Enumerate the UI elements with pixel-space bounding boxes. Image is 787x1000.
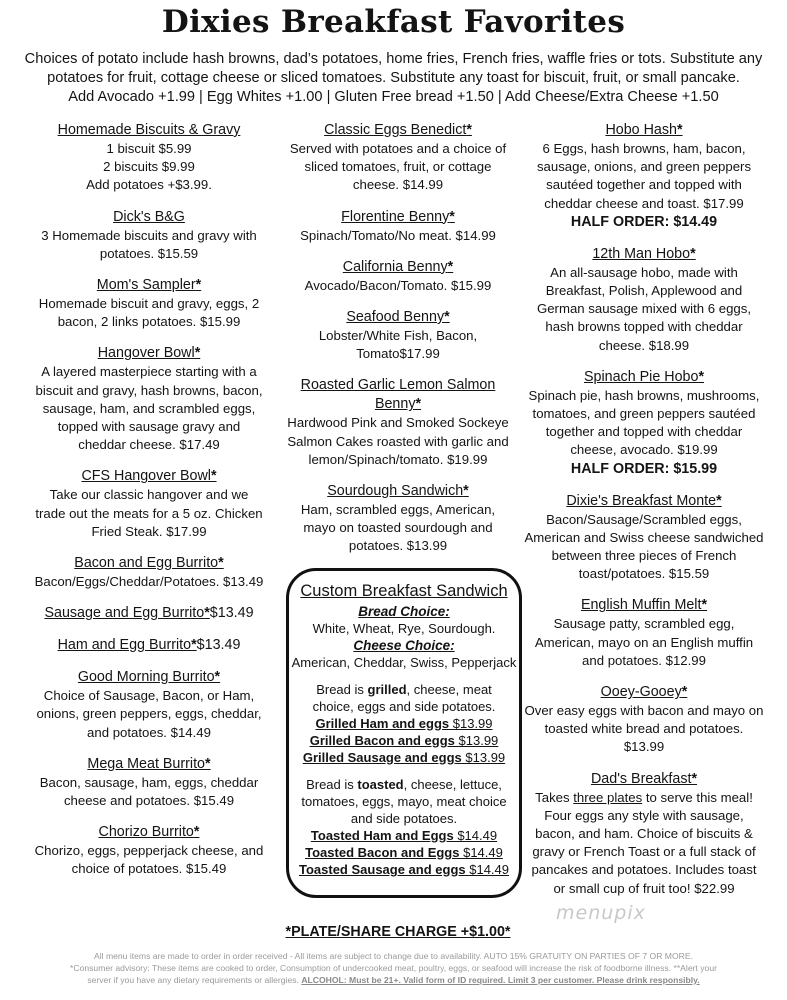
item-description: Chorizo, eggs, pepperjack cheese, and choice of potatoes. $15.49	[34, 843, 264, 877]
item-description: Choice of Sausage, Bacon, or Ham, onions, green peppers, eggs, cheddar, and potatoes. $14.49	[36, 688, 262, 740]
watermark: menupix	[556, 902, 646, 924]
menu-item-ham-egg-burrito	[34, 636, 264, 655]
item-description: Bacon, sausage, ham, eggs, cheddar cheese and potatoes. $15.49	[39, 774, 259, 809]
toasted-option: Toasted Bacon and Eggs $14.49	[305, 845, 503, 860]
item-description: Spinach pie, hash browns, mushrooms, tomatoes, and green peppers sautéed together and topped with cheddar cheese, avocado. $19.99	[528, 387, 760, 458]
menu-item-classic-eggs-benedict	[284, 121, 512, 195]
grilled-option: Grilled Ham and eggs $13.99	[315, 716, 493, 731]
menu-column-left	[34, 121, 264, 892]
item-description: Hardwood Pink and Smoked Sockeye Salmon Cakes roasted with garlic and lemon/Spinach/tomato. $19.99	[287, 415, 509, 467]
item-name: CFS Hangover Bowl*	[81, 468, 217, 485]
item-price: $13.49	[196, 637, 241, 654]
intro-line: Choices of potato include hash browns, dad’s potatoes, home fries, French fries, waffle fries or tots. Substitute any	[24, 51, 763, 67]
item-name: Roasted Garlic Lemon Salmon Benny*	[300, 377, 496, 413]
item-description: Over easy eggs with bacon and mayo on toasted white bread and potatoes. $13.99	[524, 703, 764, 755]
share-charge: *PLATE/SHARE CHARGE +$1.00*	[285, 924, 511, 940]
item-name: Seafood Benny*	[346, 309, 450, 326]
item-description: Served with potatoes and a choice of sliced tomatoes, fruit, or cottage cheese. $14.99	[289, 141, 507, 193]
item-description: An all-sausage hobo, made with Breakfast, Polish, Applewood and German sausage mixed with 6 eggs, hash browns topped with cheddar cheese. $18.99	[536, 264, 752, 353]
item-description: Avocado/Bacon/Tomato. $15.99	[304, 277, 492, 293]
item-name: Dad's Breakfast*	[590, 770, 698, 787]
item-price: $13.49	[209, 605, 254, 622]
alcohol-notice: ALCOHOL: Must be 21+. Valid form of ID required. Limit 3 per customer. Please drink responsibly.	[301, 975, 700, 985]
item-description: Spinach/Tomato/No meat. $14.99	[300, 227, 496, 243]
menu-item-biscuits-gravy	[34, 121, 264, 195]
item-name: Hobo Hash*	[605, 122, 683, 138]
menu-item-moms-sampler	[34, 276, 264, 331]
intro-text	[20, 50, 767, 107]
menu-item-spinach-pie-hobo	[524, 368, 764, 479]
item-name: Chorizo Burrito*	[98, 824, 200, 841]
custom-sandwich-box	[286, 568, 522, 898]
menu-item-sausage-egg-burrito	[34, 604, 264, 623]
menu-item-dads-breakfast	[524, 770, 764, 898]
item-description: 6 Eggs, hash browns, ham, bacon, sausage, onions, and green peppers sautéed together and topped with cheddar cheese and toast. $17.99	[536, 141, 752, 211]
menu-item-seafood-benny	[284, 308, 512, 363]
item-description: Take our classic hangover and we trade out the meats for a 5 oz. Chicken Fried Steak. $17.99	[35, 487, 263, 539]
item-price-line: 2 biscuits $9.99	[103, 159, 195, 175]
item-name: Classic Eggs Benedict*	[324, 122, 472, 138]
cheese-choice-label: Cheese Choice:	[353, 638, 455, 653]
item-name: Homemade Biscuits & Gravy	[57, 122, 241, 138]
menu-item-sourdough-sandwich	[284, 482, 512, 556]
grilled-option: Grilled Sausage and eggs $13.99	[302, 750, 506, 765]
item-name: Dixie's Breakfast Monte*	[566, 492, 722, 509]
menu-column-right	[524, 121, 764, 911]
menu-item-ooey-gooey	[524, 683, 764, 757]
menu-item-mega-meat-burrito	[34, 755, 264, 810]
item-name: Hangover Bowl*	[97, 345, 201, 362]
half-order-price: HALF ORDER: $14.49	[570, 213, 718, 230]
item-description: Ham, scrambled eggs, American, mayo on toasted sourdough and potatoes. $13.99	[300, 502, 496, 554]
menu-item-hobo-hash	[524, 121, 764, 232]
item-description: Sausage patty, scrambled egg, American, mayo on an English muffin and potatoes. $12.99	[534, 616, 754, 668]
item-name: Mom's Sampler*	[96, 277, 202, 294]
intro-line: potatoes for fruit, cottage cheese or sliced tomatoes. Substitute any toast for biscuit, fruit, or small pancake.	[47, 70, 740, 86]
page-title: Dixies Breakfast Favorites	[161, 4, 626, 40]
item-description: 3 Homemade biscuits and gravy with potatoes. $15.59	[41, 227, 257, 261]
menu-column-middle	[284, 121, 512, 569]
item-description: Lobster/White Fish, Bacon, Tomato$17.99	[318, 328, 478, 362]
menu-item-california-benny	[284, 258, 512, 295]
item-price-line: Add potatoes +$3.99.	[86, 177, 212, 193]
menu-item-chorizo-burrito	[34, 823, 264, 878]
item-name: Mega Meat Burrito*	[87, 755, 211, 772]
footer-line: server if you have any dietary requirements or allergies. ALCOHOL: Must be 21+. Valid form of ID required. Limit 3 per customer. Please drink responsibly.	[87, 975, 700, 985]
grilled-description: Bread is grilled, cheese, meat choice, eggs and side potatoes.	[312, 682, 496, 714]
item-description: Homemade biscuit and gravy, eggs, 2 bacon, 2 links potatoes. $15.99	[38, 296, 260, 330]
menu-item-florentine-benny	[284, 208, 512, 245]
intro-line: Add Avocado +1.99 | Egg Whites +1.00 | Gluten Free bread +1.50 | Add Cheese/Extra Cheese +1.50	[68, 89, 719, 105]
item-description: A layered masterpiece starting with a biscuit and gravy, hash browns, bacon, sausage, ham, and scrambled eggs, topped with sausage gravy and cheddar cheese. $17.49	[35, 364, 263, 453]
menu-item-bacon-egg-burrito	[34, 554, 264, 591]
menu-item-dicks-bg	[34, 208, 264, 263]
menu-item-hangover-bowl	[34, 344, 264, 454]
toasted-option: Toasted Ham and Eggs $14.49	[310, 828, 498, 843]
item-name: Sourdough Sandwich*	[327, 483, 469, 500]
item-name: California Benny*	[342, 258, 454, 275]
footer-line: *Consumer advisory: These items are cooked to order, Consumption of undercooked meat, poultry, eggs, or seafood will increase the risk of foodborne illness. **Alert your	[70, 963, 717, 973]
grilled-option: Grilled Bacon and eggs $13.99	[309, 733, 499, 748]
item-name: Bacon and Egg Burrito*	[74, 555, 224, 572]
item-name: English Muffin Melt*	[580, 597, 708, 614]
menu-item-12th-man-hobo	[524, 245, 764, 355]
menu-item-cfs-hangover-bowl	[34, 467, 264, 541]
item-description: Takes three plates to serve this meal! Four eggs any style with sausage, bacon, and ham. Choice of biscuits & gravy or French Toast or a full stack of pancakes and potatoes. Includes toast or small cup of fruit too! $22.99	[531, 789, 757, 896]
toasted-option: Toasted Sausage and eggs $14.49	[298, 862, 509, 877]
item-name: Dick's B&G	[113, 208, 185, 225]
toasted-description: Bread is toasted, cheese, lettuce, tomatoes, eggs, mayo, meat choice and side potatoes.	[301, 777, 507, 826]
footer-disclaimer	[14, 950, 773, 986]
item-price-line: 1 biscuit $5.99	[106, 141, 192, 156]
item-name: 12th Man Hobo*	[592, 245, 696, 262]
footer-line: All menu items are made to order in order received - All items are subject to change due to availability. AUTO 15% GRATUITY ON PARTIES OF 7 OR MORE.	[94, 951, 693, 961]
menu-item-good-morning-burrito	[34, 668, 264, 742]
menu-item-salmon-benny	[284, 376, 512, 469]
menu-item-english-muffin-melt	[524, 596, 764, 670]
bread-choice-label: Bread Choice:	[358, 604, 450, 619]
custom-sandwich-title: Custom Breakfast Sandwich	[300, 582, 508, 600]
item-name: Good Morning Burrito*	[77, 669, 221, 686]
item-description: Bacon/Sausage/Scrambled eggs, American and Swiss cheese sandwiched between three pieces of French toast/potatoes. $15.59	[524, 511, 764, 582]
item-name: Florentine Benny*	[341, 208, 455, 225]
cheese-options: American, Cheddar, Swiss, Pepperjack	[291, 655, 517, 670]
menu-item-breakfast-monte	[524, 492, 764, 584]
bread-options: White, Wheat, Rye, Sourdough.	[312, 621, 496, 636]
item-name: Ham and Egg Burrito*$13.49	[57, 637, 241, 654]
item-description: Bacon/Eggs/Cheddar/Potatoes. $13.49	[34, 574, 264, 590]
item-name: Spinach Pie Hobo*	[583, 368, 705, 385]
item-name: Ooey-Gooey*	[600, 684, 688, 701]
item-name: Sausage and Egg Burrito*$13.49	[44, 605, 254, 622]
half-order-price: HALF ORDER: $15.99	[570, 460, 718, 477]
